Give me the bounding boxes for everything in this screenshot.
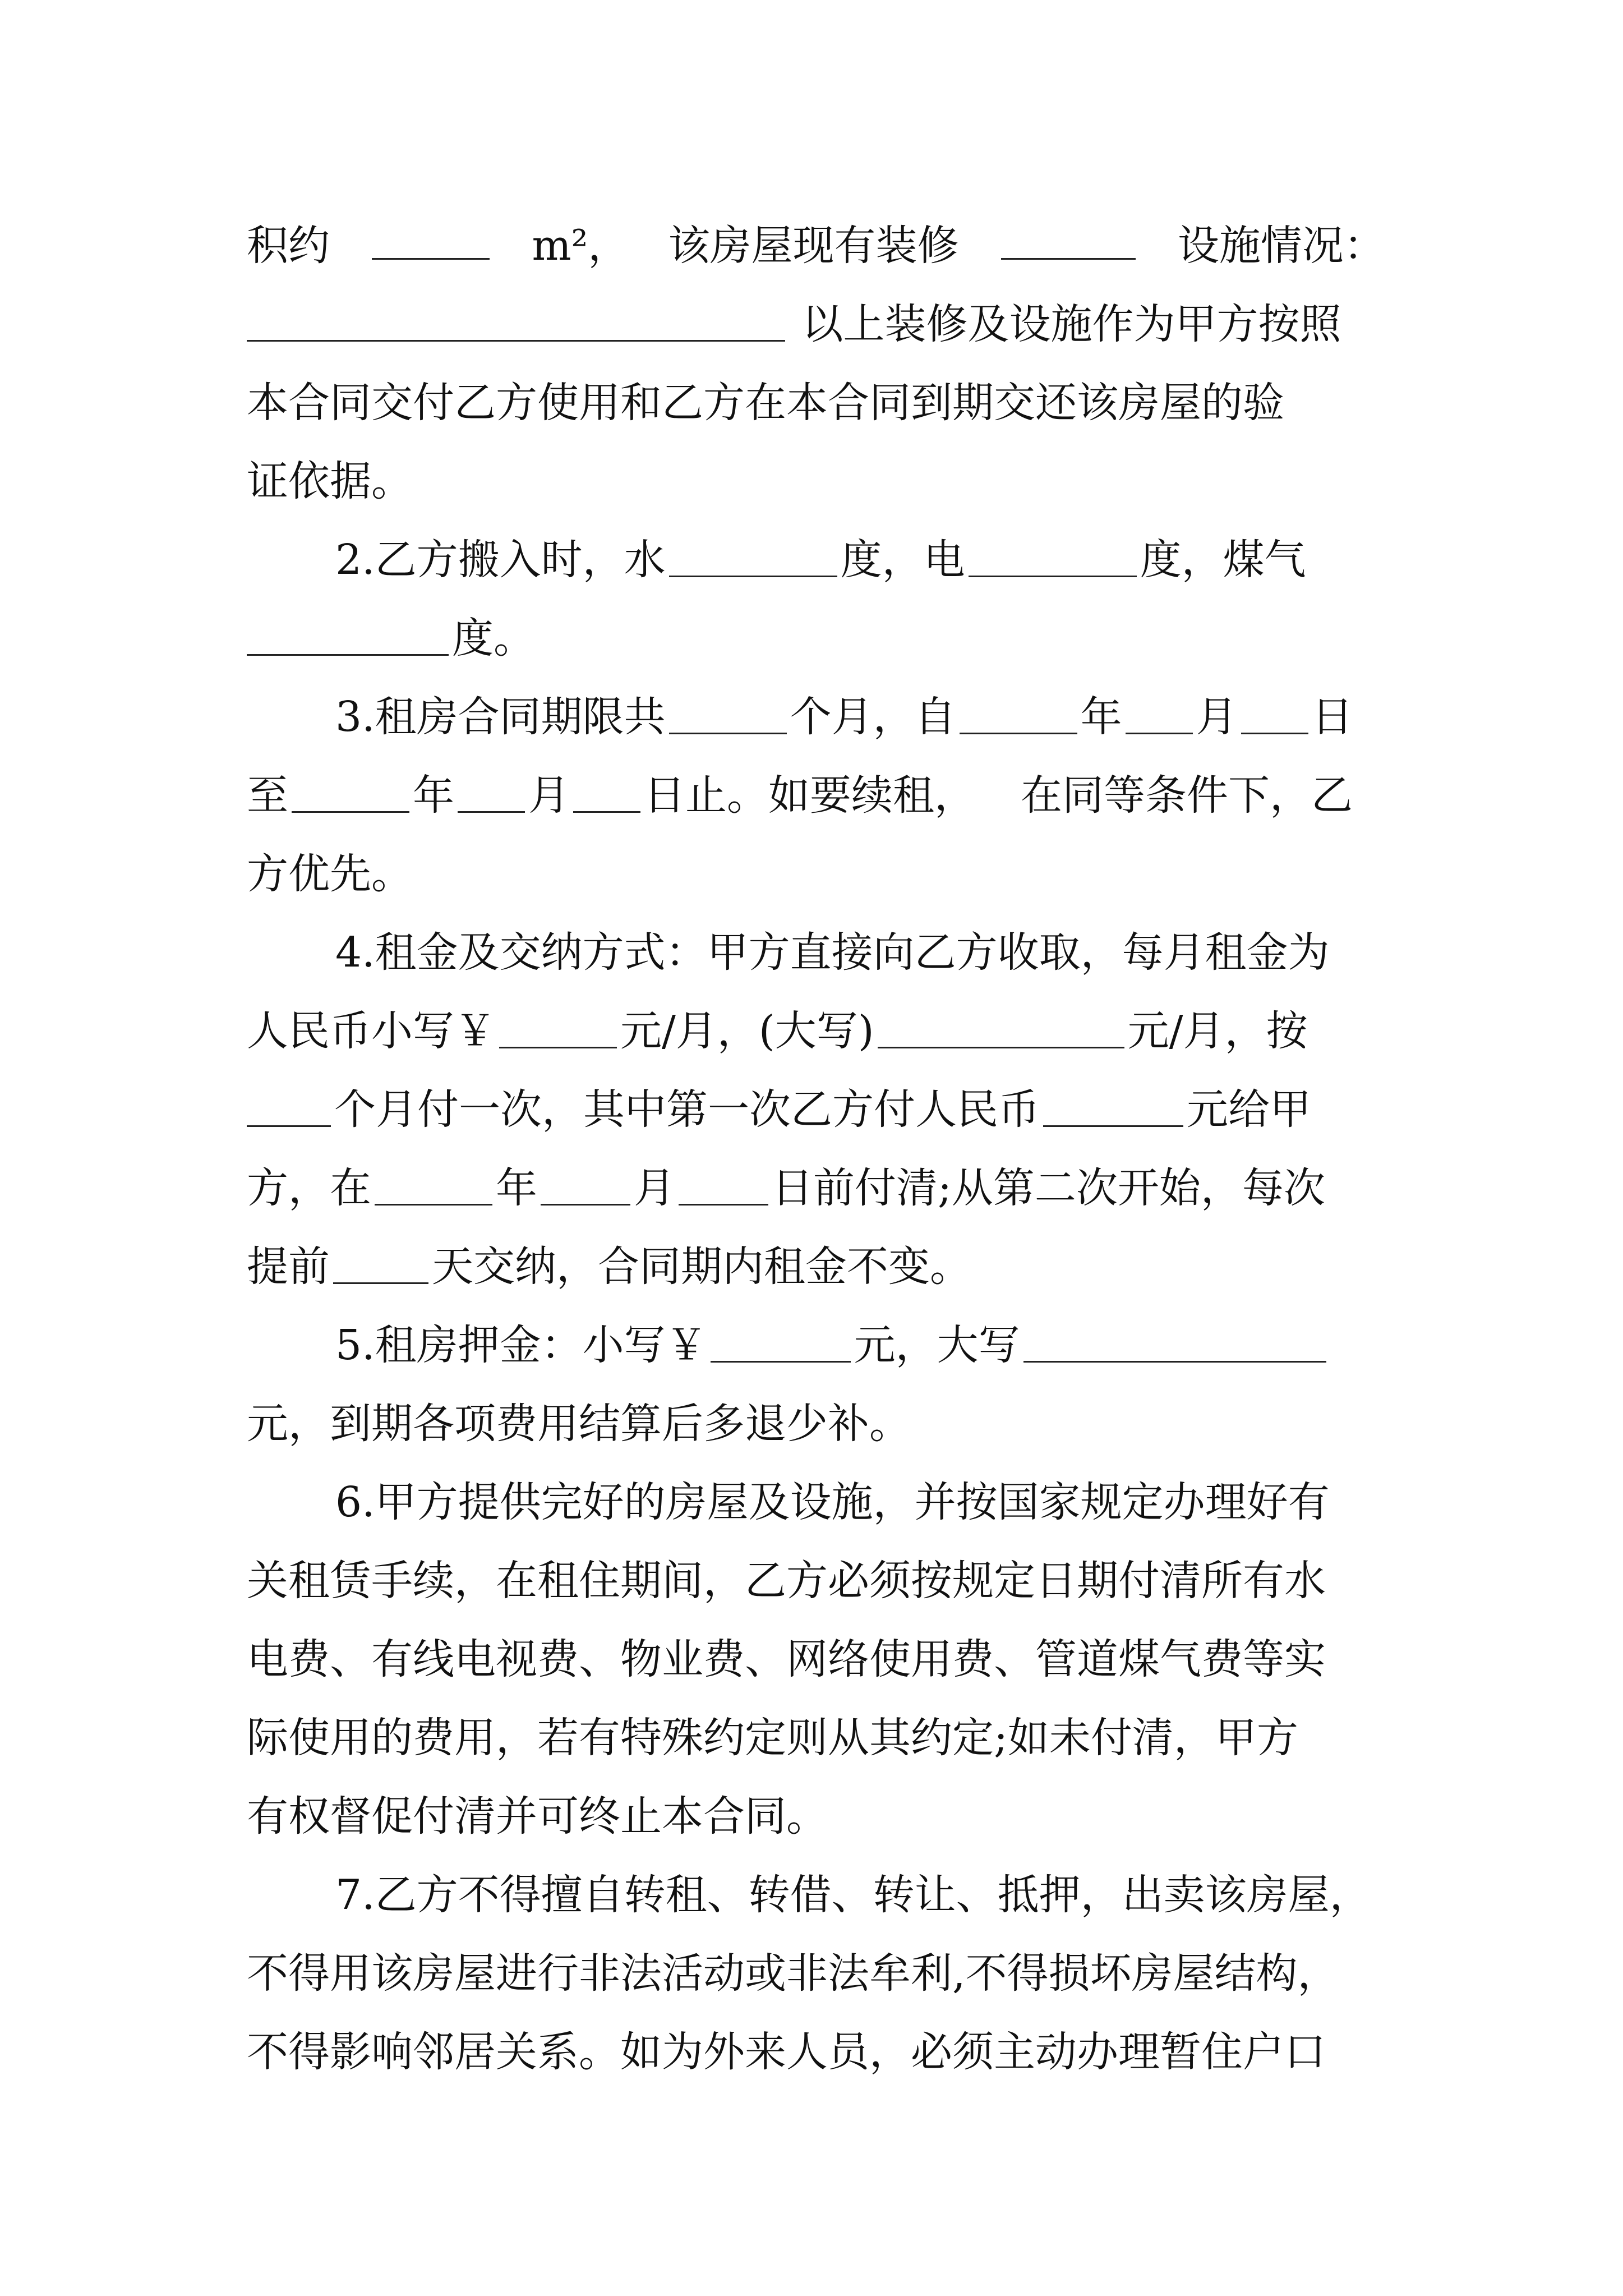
end-year-blank [292, 777, 409, 813]
per-month-end-label: 元/月，按 [1127, 1007, 1308, 1055]
paragraph-line [247, 206, 1385, 285]
months-unit: 个月，自 [790, 693, 956, 741]
clause-7-line [247, 1856, 1385, 1934]
basis-text: 本合同交付乙方使用和乙方在本合同到期交还该房屋的验 [247, 379, 1284, 427]
advance-text: 提前 [247, 1243, 330, 1291]
facility-label: 设施情况： [1177, 222, 1385, 270]
advance-days-blank [333, 1249, 428, 1284]
clause-7-text: 7.乙方不得擅自转租、转借、转让、抵押，出卖该房屋， [335, 1871, 1371, 1919]
end-month-blank [458, 777, 525, 813]
start-month-blank [1126, 699, 1193, 734]
clause-2-line [247, 599, 1385, 678]
start-year-blank [960, 699, 1077, 734]
end-day-blank [573, 777, 640, 813]
deposit-big-label: 元，大写 [854, 1321, 1020, 1369]
month-label: 月 [634, 1164, 675, 1212]
pay-months-blank [247, 1092, 331, 1127]
rent-small-blank [499, 1013, 617, 1048]
month-label: 月 [528, 771, 570, 820]
basis-text: 以上装修及设施作为甲方按照 [801, 300, 1341, 348]
clause-6-text: 电费、有线电视费、物业费、网络使用费、管道煤气费等实 [247, 1635, 1326, 1683]
contract-body [247, 206, 1385, 2091]
clause-4-line [247, 992, 1385, 1070]
rent-big-blank [878, 1013, 1124, 1048]
clause-4-line [247, 913, 1385, 992]
area-blank [372, 224, 490, 260]
facility-blank [247, 306, 785, 342]
settle-text: 元，到期各项费用结算后多退少补。 [247, 1400, 911, 1448]
give-party-a-text: 元给甲 [1187, 1085, 1311, 1134]
day-label: 日 [1311, 693, 1353, 741]
electric-blank [969, 542, 1137, 577]
area-unit: m²， [532, 222, 630, 270]
clause-7-text: 不得影响邻居关系。如为外来人员，必须主动办理暂住户口 [247, 2028, 1326, 2076]
clause-6-text: 有权督促付清并可终止本合同。 [247, 1792, 828, 1841]
start-day-blank [1241, 699, 1308, 734]
renew-text: 在同等条件下，乙 [1021, 771, 1353, 820]
clause-6-text: 际使用的费用，若有特殊约定则从其约定;如未付清，甲方 [247, 1714, 1298, 1762]
water-unit: 度，电 [840, 536, 965, 584]
clause-4-line [247, 1070, 1385, 1149]
deposit-small-label: 5.租房押金：小写￥ [335, 1321, 707, 1369]
clause-3-prefix: 3.租房合同期限共 [335, 693, 666, 741]
gas-blank [247, 620, 449, 656]
priority-text: 方优先。 [247, 850, 413, 898]
paragraph-line [247, 364, 1385, 442]
pay-year-blank [375, 1170, 492, 1205]
rmb-small-label: 人民币小写￥ [247, 1007, 496, 1055]
until-text: 日止。如要续租， [644, 771, 976, 820]
decor-blank [1001, 224, 1136, 260]
paid-before-text: 日前付清;从第二次开始，每次 [772, 1164, 1325, 1212]
clause-6-line [247, 1699, 1385, 1777]
clause-6-line [247, 1620, 1385, 1699]
to-label: 至 [247, 771, 288, 820]
clause-3-line [247, 756, 1385, 835]
deposit-big-blank [1023, 1327, 1326, 1363]
clause-6-text: 6.甲方提供完好的房屋及设施，并按国家规定办理好有 [335, 1478, 1330, 1526]
year-label: 年 [413, 771, 454, 820]
pay-day-blank [679, 1170, 768, 1205]
clause-4-line [247, 1149, 1385, 1227]
clause-4-line [247, 1227, 1385, 1306]
decor-label: 该房屋现有装修 [668, 222, 959, 270]
area-label: 积约 [247, 222, 330, 270]
year-label: 年 [1080, 693, 1122, 741]
first-payment-blank [1043, 1092, 1183, 1127]
clause-7-line [247, 2013, 1385, 2091]
electric-unit: 度，煤气 [1140, 536, 1306, 584]
party-a-text: 方，在 [247, 1164, 371, 1212]
clause-2-line [247, 521, 1385, 599]
days-pay-text: 天交纳，合同期内租金不变。 [432, 1243, 971, 1291]
year-label: 年 [496, 1164, 537, 1212]
pay-once-text: 个月付一次，其中第一次乙方付人民币 [334, 1085, 1040, 1134]
clause-4-text: 4.租金及交纳方式：甲方直接向乙方收取，每月租金为 [335, 928, 1330, 977]
per-month-label: 元/月，(大写) [620, 1007, 874, 1055]
clause-6-text: 关租赁手续，在租住期间，乙方必须按规定日期付清所有水 [247, 1557, 1326, 1605]
months-blank [669, 699, 787, 734]
clause-6-line [247, 1542, 1385, 1620]
paragraph-line [247, 442, 1385, 521]
gas-unit: 度。 [452, 614, 535, 662]
clause-5-line [247, 1306, 1385, 1384]
clause-6-line [247, 1777, 1385, 1856]
month-label: 月 [1196, 693, 1238, 741]
clause-5-line [247, 1384, 1385, 1463]
basis-text: 证依据。 [247, 457, 413, 505]
deposit-small-blank [711, 1327, 851, 1363]
clause-7-text: 不得用该房屋进行非法活动或非法牟利,不得损坏房屋结构， [247, 1949, 1339, 1998]
clause-7-line [247, 1934, 1385, 2013]
pay-month-blank [541, 1170, 630, 1205]
clause-6-line [247, 1463, 1385, 1542]
paragraph-line [247, 285, 1385, 364]
clause-2-prefix: 2.乙方搬入时，水 [335, 536, 666, 584]
clause-3-line [247, 835, 1385, 913]
water-blank [669, 542, 837, 577]
clause-3-line [247, 678, 1385, 756]
